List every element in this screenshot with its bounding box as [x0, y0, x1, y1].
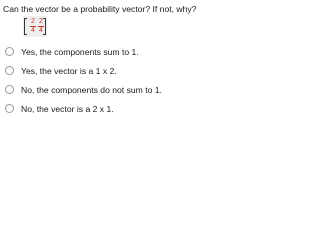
- answer-option-label: Yes, the vector is a 1 x 2.: [21, 65, 117, 76]
- answer-option-label: No, the components do not sum to 1.: [21, 84, 162, 95]
- answer-option-1[interactable]: [5, 42, 162, 61]
- answer-option-4[interactable]: [5, 99, 162, 118]
- vector-entry-1: [29, 18, 37, 35]
- entry-1-denominator: 4: [31, 27, 35, 34]
- radio-button-icon[interactable]: [5, 104, 14, 113]
- answer-option-3[interactable]: [5, 80, 162, 99]
- left-bracket: [24, 18, 27, 35]
- right-bracket: [43, 18, 46, 35]
- answer-option-label: No, the vector is a 2 x 1.: [21, 103, 114, 114]
- radio-button-icon[interactable]: [5, 66, 14, 75]
- entry-2-denominator: 4: [39, 27, 43, 34]
- answer-options: [5, 42, 162, 118]
- entry-1-numerator: 2: [31, 18, 35, 25]
- row-vector: [23, 16, 47, 37]
- answer-option-2[interactable]: [5, 61, 162, 80]
- entry-2-numerator: 2: [39, 18, 43, 25]
- radio-button-icon[interactable]: [5, 47, 14, 56]
- answer-option-label: Yes, the components sum to 1.: [21, 46, 139, 57]
- radio-button-icon[interactable]: [5, 85, 14, 94]
- question-text: Can the vector be a probability vector? If not, why?: [3, 4, 197, 14]
